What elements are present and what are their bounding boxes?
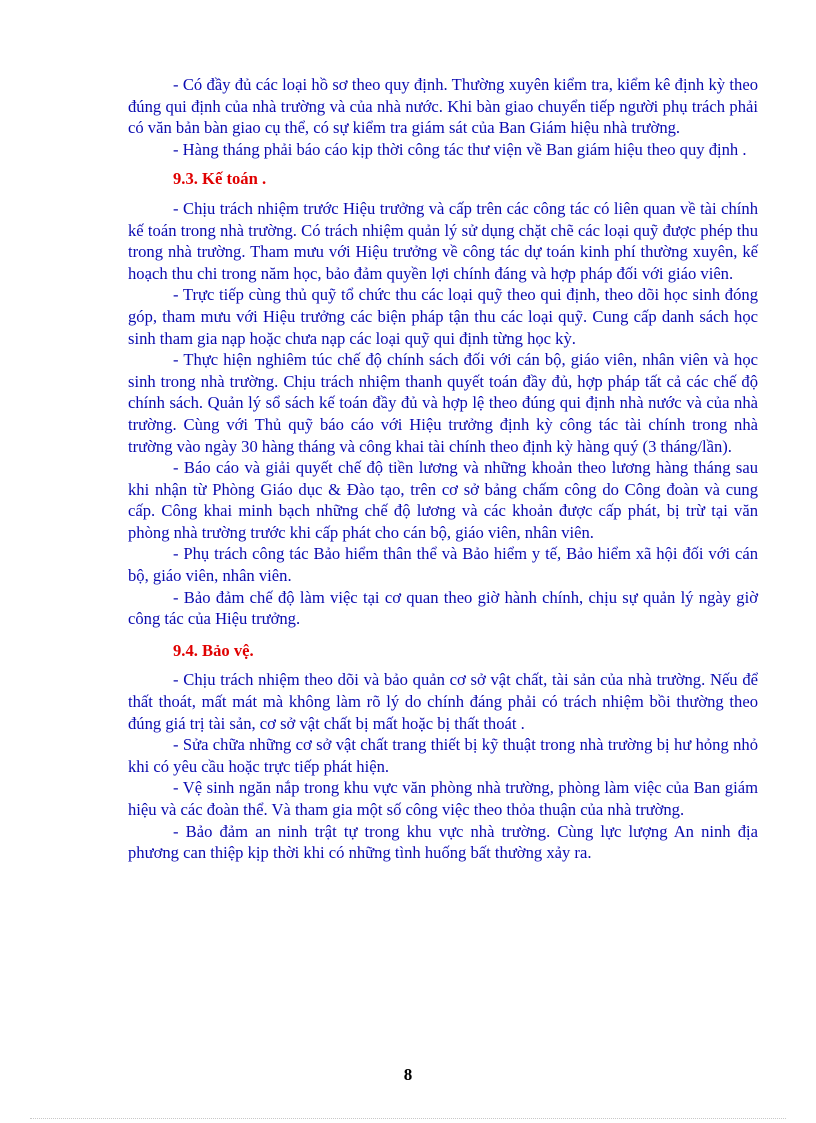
paragraph: - Chịu trách nhiệm trước Hiệu trưởng và cấp trên các công tác có liên quan về tài chính kế toán trong nhà trường. Có trách nhiệm quản lý sử dụng chặt chẽ các loại quỹ được phép thu trong nhà trường. Tham mưu với Hiệu trưởng về công tác dự toán kinh phí thường xuyên, kế hoạch thu chi trong năm học, bảo đảm quyền lợi chính đáng và hợp pháp đối với giáo viên. bbox=[128, 198, 758, 283]
paragraph: - Thực hiện nghiêm túc chế độ chính sách đối với cán bộ, giáo viên, nhân viên và học sinh trong nhà trường. Chịu trách nhiệm thanh quyết toán đầy đủ, hợp pháp tất cả các chế độ chính sách. Quản lý sổ sách kế toán đầy đủ và hợp lệ theo đúng qui định nhà nước và của nhà trường. Cùng với Thủ quỹ báo cáo với Hiệu trưởng định kỳ công tác tài chính trong nhà trường vào ngày 30 hàng tháng và công khai tài chính theo định kỳ hàng quý (3 tháng/lần). bbox=[128, 350, 758, 456]
paragraph: - Sửa chữa những cơ sở vật chất trang thiết bị kỹ thuật trong nhà trường bị hư hỏng nhỏ khi có yêu cầu hoặc trực tiếp phát hiện. bbox=[128, 735, 758, 776]
section-intro bbox=[128, 74, 758, 160]
paragraph: - Có đầy đủ các loại hồ sơ theo quy định. Thường xuyên kiểm tra, kiểm kê định kỳ theo đúng qui định của nhà trường và của nhà nước. Khi bàn giao chuyển tiếp người phụ trách phải có văn bản bàn giao cụ thể, có sự kiểm tra giám sát của Ban Giám hiệu nhà trường. bbox=[128, 75, 758, 138]
paragraph: - Vệ sinh ngăn nắp trong khu vực văn phòng nhà trường, phòng làm việc của Ban giám hiệu và các đoàn thể. Và tham gia một số công việc theo thỏa thuận của nhà trường. bbox=[128, 778, 758, 819]
paragraph: - Hàng tháng phải báo cáo kịp thời công tác thư viện về Ban giám hiệu theo quy định . bbox=[173, 139, 747, 159]
paragraph: - Báo cáo và giải quyết chế độ tiền lương và những khoản theo lương hàng tháng sau khi nhận từ Phòng Giáo dục & Đào tạo, trên cơ sở bảng chấm công do Công đoàn và cung cấp. Công khai minh bạch những chế độ lương và các khoản được cấp phát, bị trừ tại văn phòng nhà trường trước khi cấp phát cho cán bộ, giáo viên, nhân viên. bbox=[128, 458, 758, 542]
page-bottom-divider bbox=[30, 1118, 786, 1119]
paragraph: - Bảo đảm an ninh trật tự trong khu vực nhà trường. Cùng lực lượng An ninh địa phương can thiệp kịp thời khi có những tình huống bất thường xảy ra. bbox=[128, 821, 758, 863]
section-heading: 9.3. Kế toán . bbox=[173, 169, 267, 189]
page-number: 8 bbox=[403, 1065, 413, 1084]
document-page bbox=[128, 74, 758, 864]
paragraph: - Bảo đảm chế độ làm việc tại cơ quan theo giờ hành chính, chịu sự quản lý ngày giờ công tác của Hiệu trưởng. bbox=[128, 587, 758, 629]
paragraph: - Chịu trách nhiệm theo dõi và bảo quản cơ sở vật chất, tài sản của nhà trường. Nếu để thất thoát, mất mát mà không làm rõ lý do chính đáng phải có trách nhiệm bồi thường theo đúng giá trị tài sản, cơ sở vật chất bị mất hoặc bị thất thoát . bbox=[128, 670, 758, 733]
section-bao-ve bbox=[128, 640, 758, 864]
section-ke-toan bbox=[128, 168, 758, 629]
section-heading: 9.4. Bảo vệ. bbox=[173, 640, 254, 660]
paragraph: - Phụ trách công tác Bảo hiểm thân thể và Bảo hiểm y tế, Bảo hiểm xã hội đối với cán bộ, giáo viên, nhân viên. bbox=[128, 544, 758, 586]
paragraph: - Trực tiếp cùng thủ quỹ tổ chức thu các loại quỹ theo qui định, theo dõi học sinh đóng góp, tham mưu với Hiệu trưởng các biện pháp tận thu các loại quỹ. Cung cấp danh sách học sinh tham gia nạp hoặc chưa nạp các loại quỹ qui định từng học kỳ. bbox=[128, 285, 758, 348]
